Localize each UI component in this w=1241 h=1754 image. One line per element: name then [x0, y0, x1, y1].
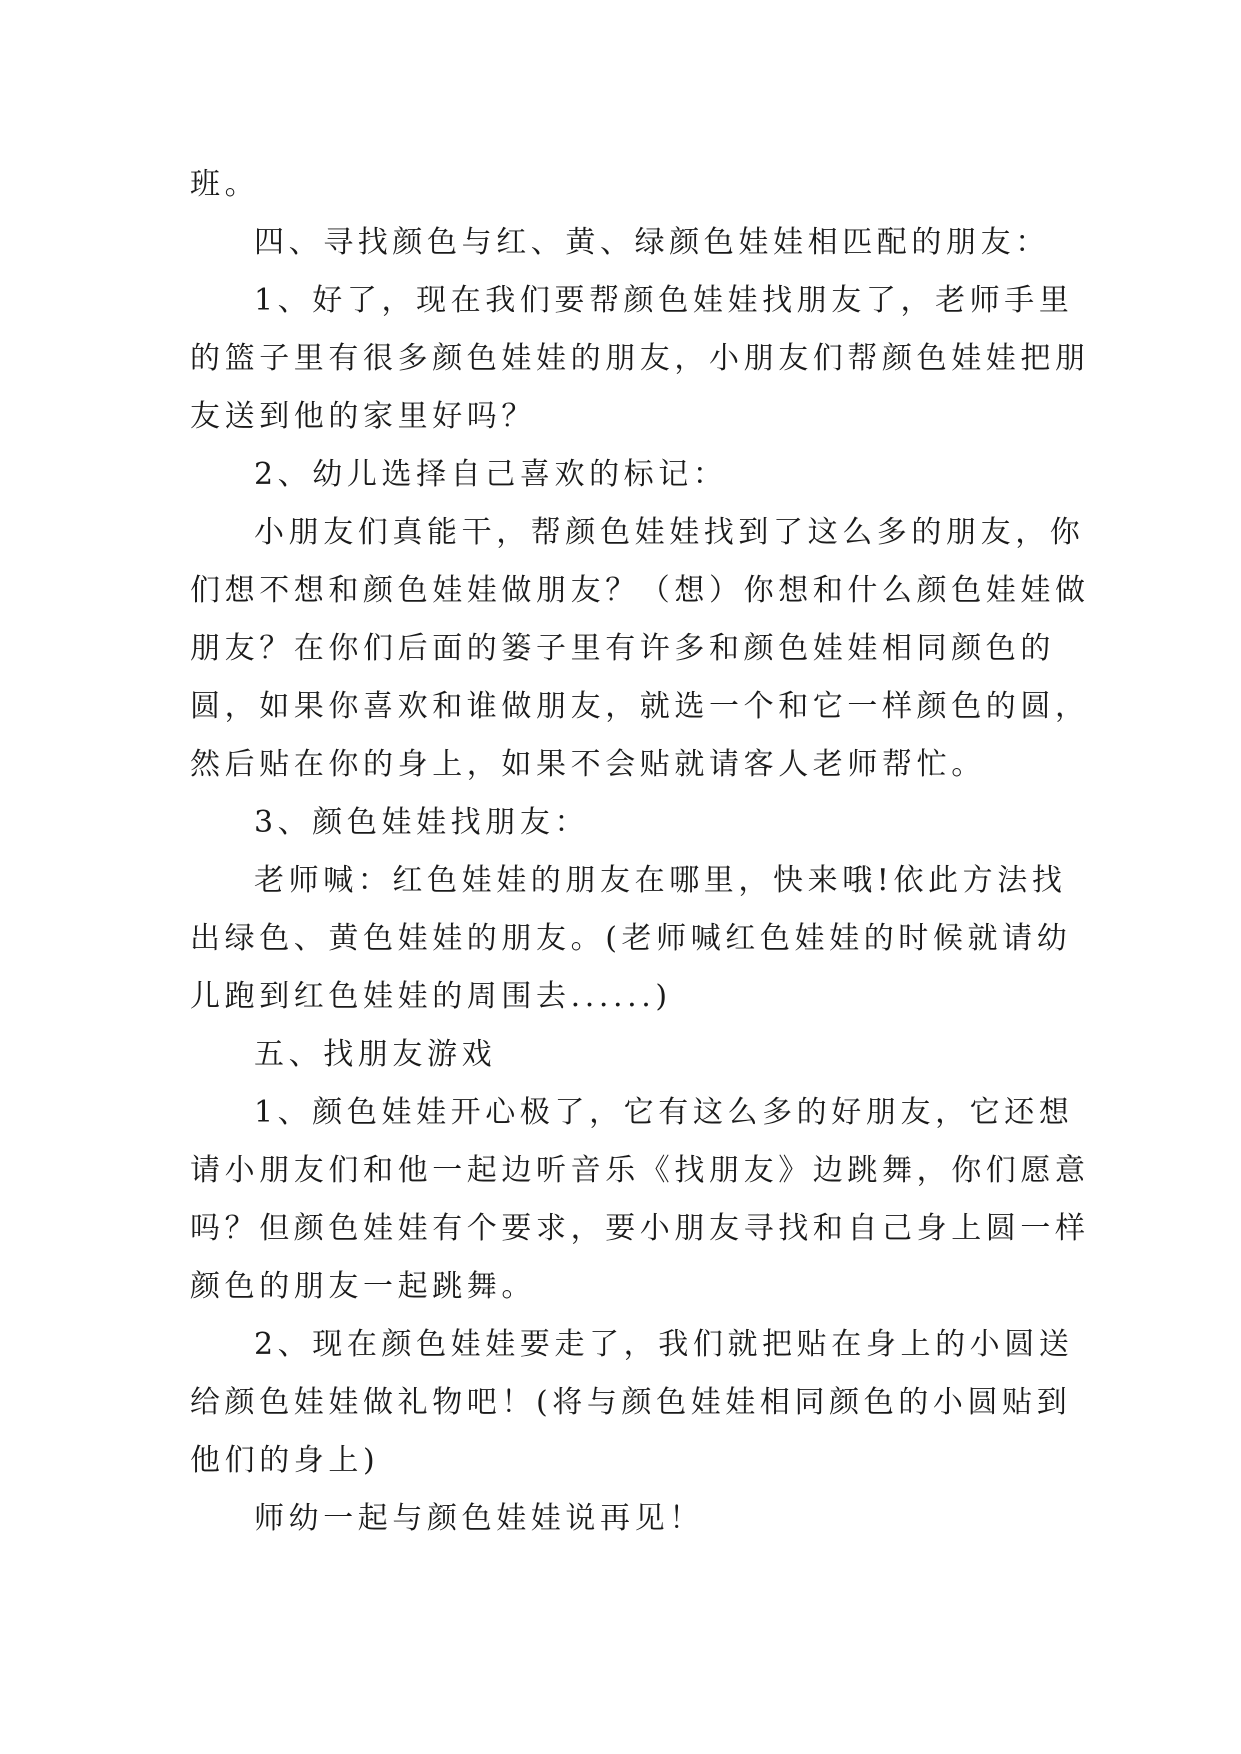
text-line: 友送到他的家里好吗？	[190, 399, 536, 434]
text-line: 们想不想和颜色娃娃做朋友？（想）你想和什么颜色娃娃做	[190, 573, 1090, 608]
text-line: 然后贴在你的身上，如果不会贴就请客人老师帮忙。	[190, 747, 986, 782]
text-line: 儿跑到红色娃娃的周围去......)	[190, 979, 672, 1014]
text-line: 圆，如果你喜欢和谁做朋友，就选一个和它一样颜色的圆，	[190, 689, 1090, 724]
text-line: 老师喊：红色娃娃的朋友在哪里，快来哦!依此方法找	[254, 863, 1067, 898]
text-line: 小朋友们真能干，帮颜色娃娃找到了这么多的朋友，你	[254, 515, 1085, 550]
text-line: 给颜色娃娃做礼物吧！(将与颜色娃娃相同颜色的小圆贴到	[190, 1385, 1072, 1420]
text-line: 朋友？在你们后面的篓子里有许多和颜色娃娃相同颜色的	[190, 631, 1055, 666]
text-line: 颜色的朋友一起跳舞。	[190, 1269, 536, 1304]
text-line: 1、颜色娃娃开心极了，它有这么多的好朋友，它还想	[254, 1095, 1074, 1130]
text-line: 的篮子里有很多颜色娃娃的朋友，小朋友们帮颜色娃娃把朋	[190, 341, 1090, 376]
text-line: 2、幼儿选择自己喜欢的标记：	[254, 457, 728, 492]
section-heading-4: 四、寻找颜色与红、黄、绿颜色娃娃相匹配的朋友：	[254, 225, 1050, 260]
text-line: 出绿色、黄色娃娃的朋友。(老师喊红色娃娃的时候就请幼	[190, 921, 1072, 956]
text-line: 班。	[190, 167, 260, 202]
text-line: 3、颜色娃娃找朋友：	[254, 805, 590, 840]
section-heading-5: 五、找朋友游戏	[254, 1037, 497, 1072]
text-line: 1、好了，现在我们要帮颜色娃娃找朋友了，老师手里	[254, 283, 1074, 318]
text-line: 吗？但颜色娃娃有个要求，要小朋友寻找和自己身上圆一样	[190, 1211, 1090, 1246]
text-line: 2、现在颜色娃娃要走了，我们就把贴在身上的小圆送	[254, 1327, 1074, 1362]
text-line: 师幼一起与颜色娃娃说再见！	[254, 1501, 704, 1536]
text-line: 他们的身上)	[190, 1443, 380, 1478]
text-line: 请小朋友们和他一起边听音乐《找朋友》边跳舞，你们愿意	[190, 1153, 1090, 1188]
